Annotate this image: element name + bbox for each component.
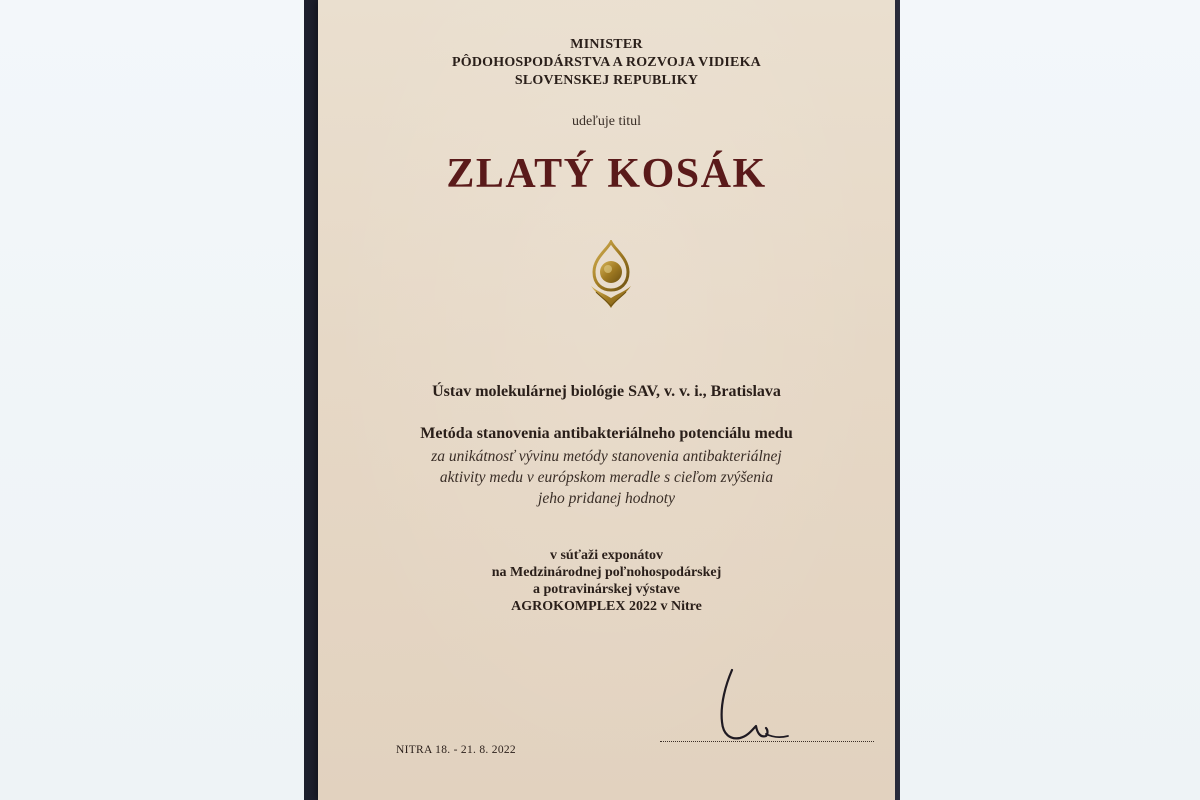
competition-line: AGROKOMPLEX 2022 v Nitre — [511, 599, 702, 614]
issuer-line: PÔDOHOSPODÁRSTVA A ROZVOJA VIDIEKA — [451, 55, 761, 70]
handwritten-signature — [710, 664, 800, 746]
award-reason — [318, 446, 895, 509]
issuer-heading — [318, 36, 895, 90]
competition-info — [318, 547, 895, 615]
date-place: NITRA 18. - 21. 8. 2022 — [396, 744, 516, 756]
competition-line: v súťaži exponátov — [549, 548, 664, 563]
competition-line: na Medzinárodnej poľnohospodárskej — [491, 565, 722, 580]
golden-sickle-emblem-icon — [588, 240, 634, 310]
signature-line — [660, 741, 874, 742]
reason-line: za unikátnosť vývinu metódy stanovenia antibakteriálnej — [431, 448, 782, 465]
method-title: Metóda stanovenia antibakteriálneho potenciálu medu — [420, 425, 793, 442]
award-title: ZLATÝ KOSÁK — [446, 151, 767, 197]
reason-line: jeho pridanej hodnoty — [538, 490, 675, 507]
reason-line: aktivity medu v európskom meradle s cieľom zvýšenia — [439, 469, 774, 486]
certificate — [318, 0, 895, 800]
issuer-line: MINISTER — [570, 37, 643, 52]
institution-name: Ústav molekulárnej biológie SAV, v. v. i., Bratislava — [432, 383, 781, 400]
issuer-line: SLOVENSKEJ REPUBLIKY — [514, 73, 699, 88]
grants-text: udeľuje titul — [571, 114, 642, 129]
competition-line: a potravinárskej výstave — [533, 582, 680, 597]
